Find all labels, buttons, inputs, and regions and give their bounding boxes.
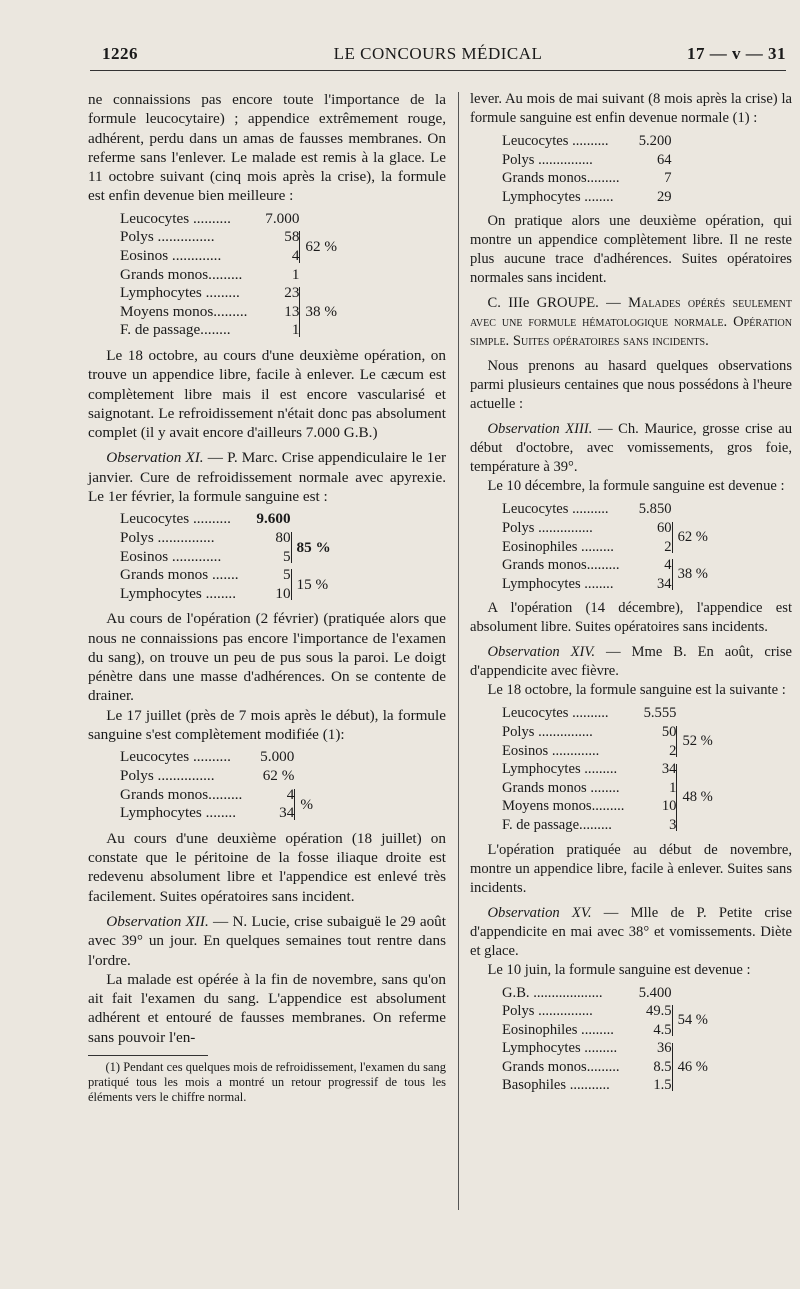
row-label: Eosinos .............	[502, 742, 600, 759]
table-row	[502, 188, 672, 207]
row-value: 13	[284, 302, 300, 320]
table-row	[120, 804, 313, 823]
row-value: 49.5	[646, 1003, 672, 1020]
row-value: 2	[669, 742, 677, 759]
row-value: 7	[664, 170, 672, 187]
row-value: 5.200	[638, 133, 672, 149]
row-value: 34	[656, 575, 672, 592]
table-row	[502, 984, 708, 1003]
blood-count-table	[502, 132, 672, 206]
observation-text: — Ch. Maurice, grosse crise au début d'octobre, avec vomissements, gros foie, température à 39°.	[470, 421, 792, 476]
table-row	[502, 704, 713, 723]
group-percent: 38 %	[299, 287, 337, 336]
paragraph: Le 18 octobre, au cours d'une deuxième opération, on trouve un appendice libre, facile à enlever. Le cæcum est complètement libre mais il est encore vascularisé et saignotant. Le refroidissement n'était donc pas absolument complet (il y avait encore d'ailleurs 7.000 G.B.)	[88, 346, 446, 442]
group-percent: 62 %	[672, 522, 708, 553]
table-row	[120, 566, 331, 585]
row-value: 4	[286, 785, 295, 803]
paragraph: A l'opération (14 décembre), l'appendice est absolument libre. Suites opératoires sans incidents.	[470, 600, 792, 636]
observation-text: — Mme B. En août, crise d'appendicite avec fièvre.	[470, 644, 792, 680]
row-value: 23	[284, 284, 300, 302]
table-row	[502, 519, 708, 538]
group-title: C. IIIe GROUPE.	[487, 295, 599, 312]
row-value: 1.5	[653, 1077, 672, 1094]
observation-text: — P. Marc. Crise appendiculaire le 1er janvier. Cure de refroidissement normale avec apyrexie. Le 1er février, la formule sanguine est :	[88, 449, 447, 506]
table-row	[502, 132, 672, 151]
paragraph: Le 18 octobre, la formule sanguine est la suivante :	[487, 682, 786, 699]
row-value: 36	[656, 1040, 672, 1057]
group-percent: 62 %	[299, 231, 337, 262]
group-percent: 85 %	[291, 532, 331, 563]
page-number: 1226	[102, 44, 138, 63]
table-row	[120, 767, 313, 786]
row-label: Lymphocytes ........	[502, 575, 614, 592]
blood-count-table	[120, 210, 337, 340]
row-label: Moyens monos.........	[120, 302, 248, 320]
row-label: Lymphocytes ........	[120, 584, 237, 602]
table-row	[502, 1002, 708, 1021]
table-row	[502, 556, 708, 575]
footnote: (1) Pendant ces quelques mois de refroidissement, l'examen du sang pratiqué tous les mois a montré un retour progressif de tous les éléments vers le chiffre normal.	[88, 1060, 446, 1104]
row-label: Lymphocytes ........	[502, 188, 614, 205]
group-percent: 48 %	[676, 764, 712, 831]
paragraph: Au cours de l'opération (2 février) (pratiquée alors que nous ne connaissions pas encore l'importance de l'examen du sang), on trouve un peu de pus sous la paroi. Le doigt pénètre dans une masse d'adhérences. On se contente de drainer.	[88, 610, 446, 705]
table-row	[502, 169, 672, 188]
row-label: Leucocytes ..........	[120, 209, 231, 227]
group-percent: 52 %	[676, 726, 712, 757]
table-row	[502, 151, 672, 170]
row-value: 58	[284, 228, 300, 246]
row-label: Polys ...............	[120, 766, 215, 784]
row-label: Grands monos.........	[502, 170, 620, 187]
row-value: 4	[664, 557, 672, 574]
row-value: 34	[279, 804, 295, 822]
row-label: Eosinophiles .........	[502, 1021, 614, 1038]
row-value: 1	[291, 265, 300, 283]
row-value: 3	[669, 816, 677, 833]
row-label: Polys ...............	[120, 228, 215, 246]
observation-paragraph	[470, 904, 792, 961]
left-column	[88, 90, 446, 1105]
table-row	[502, 723, 713, 742]
paragraph: lever. Au mois de mai suivant (8 mois après la crise) la formule sanguine est enfin devenue normale (1) :	[470, 91, 792, 126]
row-value: 34	[661, 761, 677, 778]
row-value: 5.850	[638, 501, 672, 518]
row-label: Lymphocytes .........	[120, 284, 240, 302]
observation-paragraph	[88, 448, 446, 506]
paragraph: Nous prenons au hasard quelques observations parmi plusieurs centaines que nous possédons à l'heure actuelle :	[470, 358, 792, 413]
blood-count-table	[502, 704, 713, 834]
row-value: 1	[291, 321, 300, 339]
observation-title: Observation XII.	[106, 912, 209, 930]
row-label: Lymphocytes .........	[502, 1040, 618, 1057]
paragraph: Le 10 décembre, la formule sanguine est devenue :	[487, 478, 785, 495]
running-header	[90, 44, 786, 68]
row-label: Grands monos .......	[120, 566, 239, 584]
row-label: Eosinophiles .........	[502, 538, 614, 555]
table-row	[502, 500, 708, 519]
observation-title: Observation XV.	[487, 904, 592, 921]
row-label: F. de passage........	[120, 321, 231, 339]
row-label: Grands monos.........	[502, 557, 620, 574]
row-label: Leucocytes ..........	[502, 705, 609, 722]
row-label: Moyens monos.........	[502, 798, 625, 815]
row-value: 5	[282, 547, 291, 565]
group-percent: 15 %	[291, 569, 329, 600]
observation-paragraph	[470, 420, 792, 477]
right-column	[470, 90, 792, 1101]
group-percent: 38 %	[672, 559, 708, 590]
observation-paragraph	[88, 912, 446, 970]
group-percent: 46 %	[672, 1043, 708, 1092]
observation-text: — Mlle de P. Petite crise d'appendicite en mai avec 38° et vomissements. Diète et glace.	[470, 904, 792, 959]
row-label: Grands monos.........	[502, 1058, 620, 1075]
row-value: 8.5	[653, 1058, 672, 1075]
row-label: Polys ...............	[502, 519, 593, 536]
blood-count-table	[120, 510, 331, 603]
row-value: 29	[656, 188, 672, 205]
row-label: Polys ...............	[120, 528, 215, 546]
row-label: Eosinos .............	[120, 547, 222, 565]
paragraph: Le 17 juillet (près de 7 mois après le début), la formule sanguine s'est complètement modifiée (1):	[88, 706, 446, 744]
observation-text: — N. Lucie, crise subaiguë le 29 août avec 39° un jour. En quelques semaines tout rentre dans l'ordre.	[88, 912, 446, 969]
group-percent: 54 %	[672, 1005, 708, 1036]
observation-title: Observation XIII.	[487, 421, 593, 438]
row-value: 4.5	[653, 1021, 672, 1038]
blood-count-table	[120, 748, 313, 822]
blood-count-table	[502, 984, 708, 1096]
row-label: Polys ...............	[502, 1003, 593, 1020]
row-value: 80	[275, 528, 291, 546]
row-value: 64	[656, 151, 672, 168]
table-row	[502, 1039, 708, 1058]
row-value: 4	[291, 246, 300, 264]
table-row	[120, 510, 331, 529]
issue-date: 17 — v — 31	[687, 44, 786, 63]
table-row	[120, 284, 337, 303]
row-label: Grands monos.........	[120, 265, 243, 283]
row-value: 9.600	[256, 510, 291, 528]
paragraph: ne connaissions pas encore toute l'importance de la formule leucocytaire) ; appendice extrêmement rouge, adhérent, perdu dans un amas de fausses membranes. On referme sans l'enlever. Le malade est remis à la glace. Le 11 octobre suivant (cinq mois après la crise), la formule est enfin devenue bien meilleure :	[88, 91, 446, 205]
row-label: Leucocytes ..........	[120, 748, 231, 766]
row-label: Grands monos.........	[120, 785, 243, 803]
row-label: Leucocytes ..........	[120, 510, 231, 528]
row-label: G.B. ...................	[502, 984, 603, 1001]
column-divider	[458, 92, 459, 1210]
row-value: 7.000	[265, 209, 300, 227]
table-row	[120, 266, 337, 285]
row-label: Eosinos .............	[120, 246, 222, 264]
row-value: 1	[669, 779, 677, 796]
table-row	[120, 748, 313, 767]
table-row	[120, 529, 331, 548]
paragraph: Au cours d'une deuxième opération (18 juillet) on constate que le péritoine de la fosse iliaque droite est redevenu absolument libre et l'appendice est enlevé très facilement. Suites opératoires sans incident.	[88, 829, 446, 905]
row-label: Polys ...............	[502, 151, 593, 168]
paragraph: Le 10 juin, la formule sanguine est devenue :	[487, 961, 751, 978]
paragraph: La malade est opérée à la fin de novembre, sans qu'on ait fait l'examen du sang. L'appendice est absolument adhérent et entouré de fausses membranes. On referme sans pouvoir l'en-	[88, 970, 446, 1046]
row-label: F. de passage.........	[502, 816, 612, 833]
row-value: 62 %	[262, 766, 295, 784]
table-row	[120, 210, 337, 229]
header-rule	[90, 70, 786, 71]
row-label: Lymphocytes ........	[120, 804, 237, 822]
paragraph: L'opération pratiquée au début de novembre, montre un appendice libre, facile à enlever. Suites sans incidents.	[470, 841, 792, 896]
table-row	[502, 760, 713, 779]
row-value: 5.555	[643, 705, 677, 722]
row-value: 60	[656, 519, 672, 536]
row-value: 2	[664, 538, 672, 555]
blood-count-table	[502, 500, 708, 593]
paragraph: On pratique alors une deuxième opération, qui montre un appendice complètement libre. Il ne reste plus aucune trace d'adhérences. Suites opératoires normales sans incident.	[470, 213, 792, 287]
row-value: 5.000	[260, 748, 295, 766]
row-label: Lymphocytes .........	[502, 761, 618, 778]
observation-title: Observation XIV.	[487, 644, 596, 661]
row-value: 50	[661, 723, 677, 740]
observation-paragraph	[470, 643, 792, 681]
row-value: 5.400	[638, 984, 672, 1001]
table-row	[120, 786, 313, 805]
observation-title: Observation XI.	[106, 449, 204, 467]
footnote-rule	[88, 1055, 208, 1056]
row-value: 5	[282, 566, 291, 584]
journal-title: LE CONCOURS MÉDICAL	[333, 44, 543, 63]
row-label: Polys ...............	[502, 723, 593, 740]
table-row	[120, 228, 337, 247]
row-value: 10	[661, 798, 677, 815]
row-label: Leucocytes ..........	[502, 133, 609, 149]
row-label: Basophiles ...........	[502, 1077, 610, 1094]
group-text: — Malades opérés seulement avec une formule hématologique normale. Opération simple. Suites opératoires sans incidents.	[470, 295, 792, 350]
section-heading	[470, 294, 792, 351]
group-percent: %	[294, 789, 313, 820]
row-label: Leucocytes ..........	[502, 501, 609, 518]
row-label: Grands monos ........	[502, 779, 620, 796]
row-value: 10	[275, 584, 291, 602]
